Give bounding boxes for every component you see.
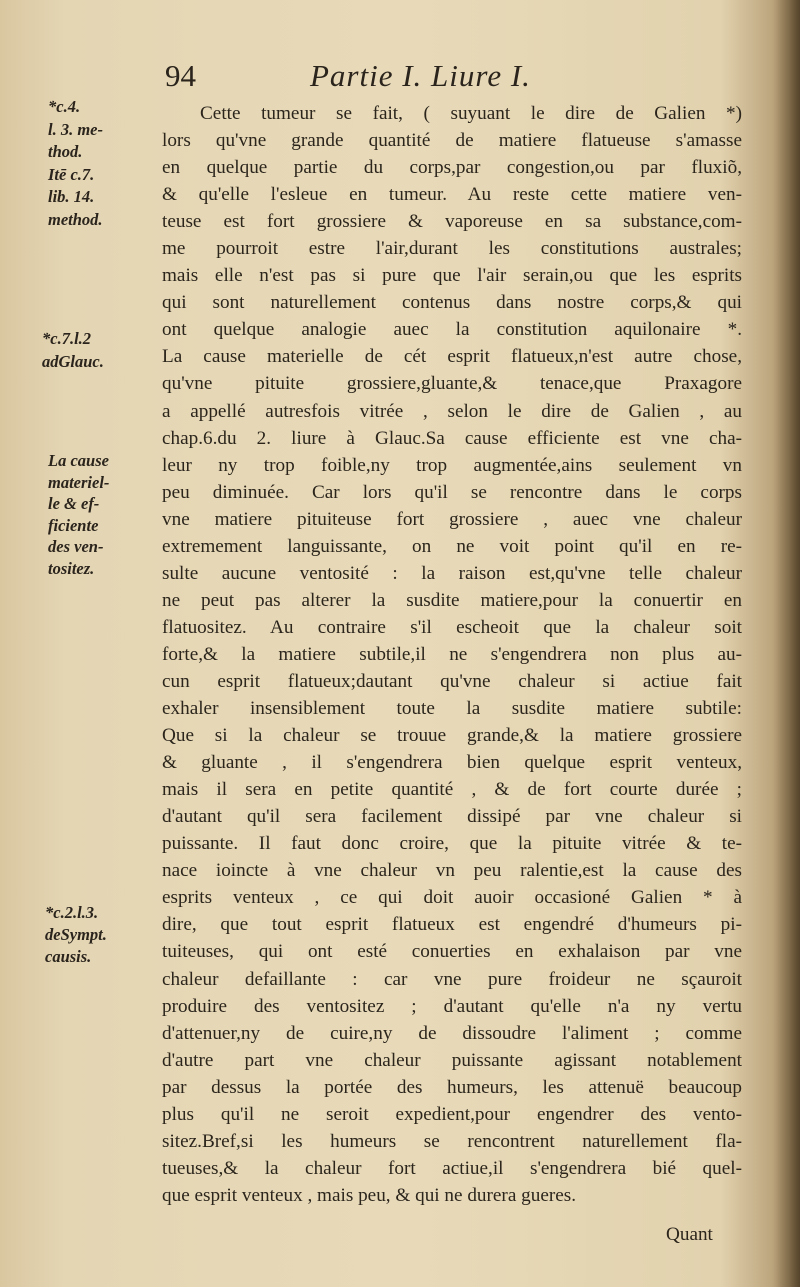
- margin-note-topic-causes: [48, 450, 158, 579]
- text-line: qui sont naturellement contenus dans nostre corps,& qui: [162, 292, 742, 314]
- margin-note-line: ficiente: [48, 515, 99, 535]
- catchword: Quant: [666, 1224, 713, 1245]
- text-line: a appellé autresfois vitrée , selon le dire de Galien , au: [162, 400, 742, 422]
- page-number: 94: [165, 58, 196, 93]
- text-line: plus qu'il ne seroit expedient,pour engendrer des vento-: [162, 1103, 742, 1125]
- text-line: & gluante , il s'engendrera bien quelque esprit venteux,: [162, 752, 742, 774]
- margin-note-line: Itē c.7.: [48, 164, 95, 184]
- text-line: Cette tumeur se fait, ( suyuant le dire de Galien *): [200, 103, 742, 124]
- margin-note-line: des ven-: [48, 537, 104, 556]
- text-line: cun esprit flatueux;dautant qu'vne chaleur si actiue fait: [162, 670, 742, 692]
- text-line: tueuses,& la chaleur fort actiue,il s'engendrera bié quel-: [162, 1157, 742, 1179]
- text-line: tuiteuses, qui ont esté conuerties en exhalaison par vne: [162, 941, 742, 963]
- text-line: d'attenuer,ny de cuire,ny de dissoudre l'aliment ; comme: [162, 1022, 742, 1044]
- text-line: qu'vne pituite grossiere,gluante,& tenace,que Praxagore: [162, 373, 742, 395]
- text-line: exhaler insensiblement toute la susdite matiere subtile:: [162, 698, 742, 720]
- text-line: me pourroit estre l'air,durant les constitutions australes;: [162, 238, 742, 260]
- margin-note-citation-sympt: [45, 902, 155, 968]
- text-line: esprits venteux , ce qui doit auoir occasioné Galien * à: [162, 887, 742, 909]
- text-line: ne peut pas alterer la susdite matiere,pour la conuertir en: [162, 589, 742, 611]
- text-line: puissante. Il faut donc croire, que la pituite vitrée & te-: [162, 833, 742, 855]
- text-line: peu diminuée. Car lors qu'il se rencontre dans le corps: [162, 481, 742, 503]
- margin-note-line: method.: [48, 209, 103, 229]
- margin-note-line: lib. 14.: [48, 187, 95, 206]
- margin-note-citation-method: [48, 96, 158, 231]
- page-gutter-shadow: [772, 0, 800, 1287]
- text-line: chaleur defaillante : car vne pure froideur ne sçauroit: [162, 968, 742, 990]
- text-line: en quelque partie du corps,par congestion,ou par fluxiõ,: [162, 157, 742, 179]
- margin-note-line: tositez.: [48, 558, 95, 578]
- margin-note-line: *c.4.: [48, 97, 81, 116]
- text-line: produire des ventositez ; d'autant qu'elle n'a ny vertu: [162, 995, 742, 1017]
- margin-note-line: thod.: [48, 142, 83, 161]
- margin-note-line: adGlauc.: [42, 351, 104, 371]
- text-line: & qu'elle l'esleue en tumeur. Au reste cette matiere ven-: [162, 184, 742, 206]
- text-line: sulte aucune ventosité : la raison est,qu'vne telle chaleur: [162, 562, 742, 584]
- text-line: teuse est fort grossiere & vaporeuse en sa substance,com-: [162, 211, 742, 233]
- margin-note-citation-glauc: [42, 328, 152, 373]
- text-line: d'autre part vne chaleur puissante agissant notablement: [162, 1049, 742, 1071]
- text-line: mais elle n'est pas si pure que l'air serain,ou que les esprits: [162, 265, 742, 287]
- text-line: d'autant qu'il sera facilement dissipé par vne chaleur si: [162, 806, 742, 828]
- text-line: Que si la chaleur se trouue grande,& la matiere grossiere: [162, 725, 742, 747]
- margin-note-line: causis.: [45, 947, 92, 966]
- text-line: leur ny trop foible,ny trop augmentée,ains seulement vn: [162, 454, 742, 476]
- margin-note-line: l. 3. me-: [48, 119, 103, 139]
- margin-note-line: *c.2.l.3.: [45, 903, 99, 922]
- body-text: [162, 100, 742, 1209]
- margin-note-line: deSympt.: [45, 925, 107, 944]
- text-line: extremement languissante, on ne voit point qu'il en re-: [162, 535, 742, 557]
- text-line: vne matiere pituiteuse fort grossiere , auec vne chaleur: [162, 508, 742, 530]
- text-line: chap.6.du 2. liure à Glauc.Sa cause efficiente est vne cha-: [162, 427, 742, 449]
- text-line: par dessus la portée des humeurs, les attenuë beaucoup: [162, 1076, 742, 1098]
- text-line: dire, que tout esprit flatueux est engendré d'humeurs pi-: [162, 914, 742, 936]
- text-line: La cause materielle de cét esprit flatueux,n'est autre chose,: [162, 346, 742, 368]
- margin-note-line: La cause: [48, 451, 109, 470]
- text-line: que esprit venteux , mais peu, & qui ne durera gueres.: [162, 1184, 577, 1206]
- text-line: nace ioincte à vne chaleur vn peu ralentie,est la cause des: [162, 860, 742, 882]
- text-line: sitez.Bref,si les humeurs se rencontrent naturellement fla-: [162, 1130, 742, 1152]
- text-line: ont quelque analogie auec la constitution aquilonaire *.: [162, 319, 742, 341]
- margin-note-line: materiel-: [48, 472, 110, 492]
- margin-note-line: *c.7.l.2: [42, 329, 92, 348]
- text-line: mais il sera en petite quantité , & de fort courte durée ;: [162, 779, 742, 801]
- text-line: lors qu'vne grande quantité de matiere flatueuse s'amasse: [162, 130, 742, 152]
- page-header: [165, 58, 765, 98]
- running-title: Partie I. Liure I.: [310, 58, 531, 93]
- text-line: flatuositez. Au contraire s'il escheoit que la chaleur soit: [162, 616, 742, 638]
- text-line: forte,& la matiere subtile,il ne s'engendrera non plus au-: [162, 643, 742, 665]
- margin-note-line: le & ef-: [48, 494, 100, 513]
